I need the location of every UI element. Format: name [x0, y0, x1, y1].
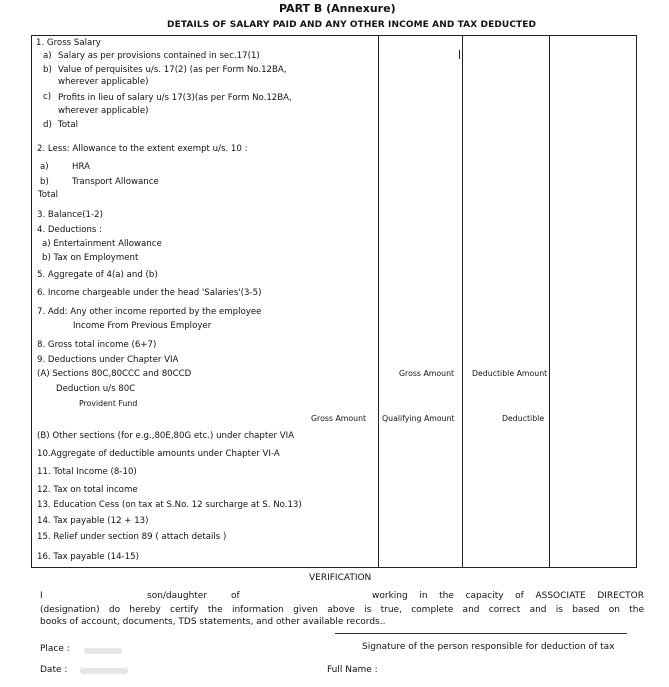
column-divider	[549, 36, 550, 567]
deductible-header: Deductible	[502, 414, 545, 423]
allowance-total-label: Total	[38, 190, 59, 200]
perquisites-label: Value of perquisites u/s. 17(2) (as per Form No.12BA,	[58, 65, 287, 75]
signature-label: Signature of the person responsible for deduction of tax	[362, 642, 615, 652]
less-allowance-label: 2. Less: Allowance to the extent exempt u/s. 10 :	[37, 144, 248, 154]
deductible-amount-header: Deductible Amount	[472, 369, 548, 378]
deductions-label: 4. Deductions :	[37, 225, 103, 235]
row-marker: b)	[43, 65, 52, 75]
balance-label: 3. Balance(1-2)	[37, 210, 103, 220]
signature-line	[335, 633, 627, 634]
other-sections-label: (B) Other sections (for e.g.,80E,80G etc.) under chapter VIA	[37, 431, 295, 441]
gross-total-income-label: 8. Gross total income (6+7)	[37, 340, 157, 350]
redacted-place	[84, 648, 122, 654]
transport-allowance-label: Transport Allowance	[72, 177, 159, 187]
gross-salary-label: 1. Gross Salary	[36, 38, 101, 48]
sections-80c-label: (A) Sections 80C,80CCC and 80CCD	[37, 369, 192, 379]
verification-of: of	[231, 591, 240, 601]
gross-amount-header: Gross Amount	[399, 369, 455, 378]
entertainment-allowance-label: a) Entertainment Allowance	[42, 239, 162, 249]
tax-payable-12-13-label: 14. Tax payable (12 + 13)	[37, 516, 149, 526]
page-heading: DETAILS OF SALARY PAID AND ANY OTHER INCOME AND TAX DEDUCTED	[167, 20, 537, 30]
tax-on-total-income-label: 12. Tax on total income	[37, 485, 138, 495]
tax-payable-14-15-label: 16. Tax payable (14-15)	[37, 552, 139, 562]
profits-label-cont: wherever applicable)	[58, 106, 149, 116]
row-marker: d)	[43, 120, 52, 130]
aggregate-deductible-label: 10.Aggregate of deductible amounts under Chapter VI-A	[37, 449, 280, 459]
row-marker: b)	[40, 177, 49, 187]
hra-label: HRA	[72, 162, 90, 172]
row-marker: a)	[43, 51, 52, 61]
deduction-80c-label: Deduction u/s 80C	[56, 384, 136, 394]
row-marker: c)	[43, 92, 52, 102]
gross-amount-subheader: Gross Amount	[311, 414, 367, 423]
column-tick-mark	[459, 50, 460, 59]
row-marker: a)	[40, 162, 49, 172]
date-label: Date :	[40, 665, 68, 675]
previous-employer-income-label: Income From Previous Employer	[73, 321, 212, 331]
redacted-date	[80, 668, 128, 674]
verification-capacity: working in the capacity of ASSOCIATE DIRECTOR	[372, 591, 644, 601]
salary-total-label: Total	[58, 120, 79, 130]
income-salaries-label: 6. Income chargeable under the head 'Salaries'(3-5)	[37, 288, 262, 298]
verification-line-3: books of account, documents, TDS statements, and other available records..	[40, 617, 386, 627]
verification-line-2: (designation) do hereby certify the information given above is true, complete and correct and is based on the	[40, 605, 644, 615]
column-divider	[462, 36, 463, 567]
verification-son-daughter: son/daughter	[147, 591, 208, 601]
aggregate-4-label: 5. Aggregate of 4(a) and (b)	[37, 270, 158, 280]
column-divider	[378, 36, 379, 567]
salary-sec17-label: Salary as per provisions contained in sec.17(1)	[58, 51, 260, 61]
verification-pronoun: I	[40, 591, 43, 601]
qualifying-amount-header: Qualifying Amount	[382, 414, 455, 423]
add-other-income-label: 7. Add: Any other income reported by the employee	[37, 307, 262, 317]
full-name-label: Full Name :	[327, 665, 378, 675]
verification-title: VERIFICATION	[309, 573, 372, 583]
provident-fund-label: Provident Fund	[79, 399, 138, 408]
education-cess-label: 13. Education Cess (on tax at S.No. 12 surcharge at S. No.13)	[37, 500, 302, 510]
total-income-label: 11. Total Income (8-10)	[37, 467, 137, 477]
tax-on-employment-label: b) Tax on Employment	[42, 253, 139, 263]
perquisites-label-cont: wherever applicable)	[58, 77, 149, 87]
profits-label: Profits in lieu of salary u/s 17(3)(as per Form No.12BA,	[58, 93, 292, 103]
place-label: Place :	[40, 644, 70, 654]
chapter-via-label: 9. Deductions under Chapter VIA	[37, 355, 179, 365]
verification-line-1	[40, 591, 644, 604]
part-title: PART B (Annexure)	[279, 2, 396, 15]
relief-89-label: 15. Relief under section 89 ( attach details )	[37, 532, 227, 542]
